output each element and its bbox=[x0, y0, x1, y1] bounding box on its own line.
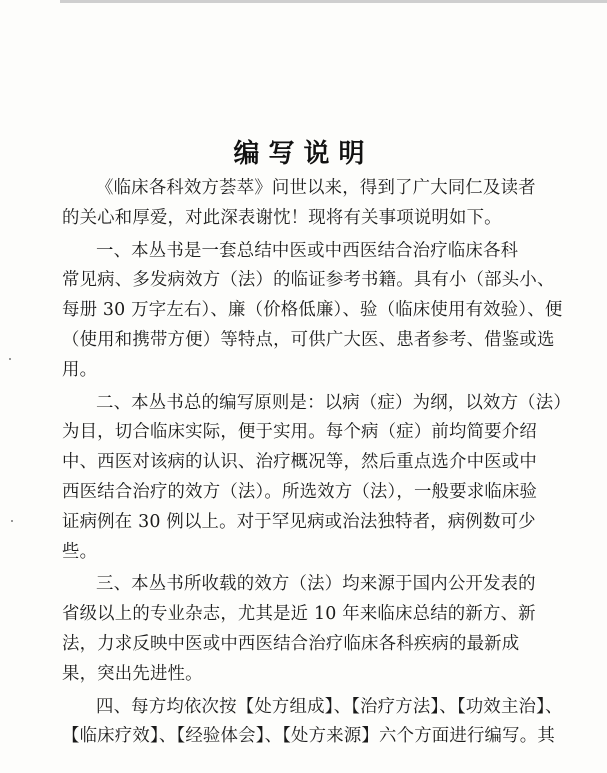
paragraph-item-3 bbox=[62, 570, 558, 689]
paragraph-line: （使用和携带方便）等特点，可供广大医、患者参考、借鉴或选 bbox=[62, 329, 555, 350]
paragraph-line: 常见病、多发病效方（法）的临证参考书籍。具有小（部头小、 bbox=[62, 270, 555, 291]
paragraph-line: 为目，切合临床实际，便于实用。每个病（症）前均简要介绍 bbox=[62, 422, 537, 443]
paragraph-line: 法，力求反映中医或中西医结合治疗临床各科疾病的最新成 bbox=[62, 633, 520, 654]
paragraph-line: 三、本丛书所收载的效方（法）均来源于国内公开发表的 bbox=[96, 574, 536, 595]
paragraph-line: 果，突出先进性。 bbox=[62, 663, 203, 684]
paragraph-intro bbox=[62, 174, 558, 234]
document-body bbox=[62, 174, 571, 755]
scan-speck bbox=[9, 358, 11, 360]
paragraph-line: 些。 bbox=[62, 541, 98, 562]
paragraph-line: 【临床疗效】、【经验体会】、【处方来源】六个方面进行编写。其 bbox=[62, 726, 555, 747]
paragraph-item-2 bbox=[62, 389, 571, 568]
paragraph-item-4 bbox=[62, 693, 563, 753]
paragraph-item-1 bbox=[62, 237, 563, 386]
paragraph-line: 用。 bbox=[62, 359, 98, 380]
paragraph-line: 中、西医对该病的认识、治疗概况等，然后重点选介中医或中 bbox=[62, 452, 537, 473]
paragraph-line: 二、本丛书总的编写原则是：以病（症）为纲，以效方（法） bbox=[96, 392, 571, 413]
paragraph-line: 的关心和厚爱，对此深表谢忱！现将有关事项说明如下。 bbox=[62, 207, 502, 228]
paragraph-line: 西医结合治疗的效方（法）。所选效方（法），一般要求临床验 bbox=[62, 481, 538, 502]
paragraph-line: 证病例在 30 例以上。对于罕见病或治法独特者，病例数可少 bbox=[62, 511, 536, 532]
document-title: 编写说明 bbox=[233, 139, 374, 170]
paragraph-line: 一、本丛书是一套总结中医或中西医结合治疗临床各科 bbox=[96, 240, 519, 261]
scan-speck bbox=[11, 520, 13, 522]
paragraph-line: 每册 30 万字左右）、廉（价格低廉）、验（临床使用有效验）、便 bbox=[62, 300, 563, 321]
paragraph-line: 《临床各科效方荟萃》问世以来，得到了广大同仁及读者 bbox=[96, 178, 536, 198]
paragraph-line: 四、每方均依次按【处方组成】、【治疗方法】、【功效主治】、 bbox=[96, 696, 563, 717]
paragraph-line: 省级以上的专业杂志，尤其是近 10 年来临床总结的新方、新 bbox=[62, 604, 536, 625]
page-top-edge bbox=[60, 0, 607, 3]
